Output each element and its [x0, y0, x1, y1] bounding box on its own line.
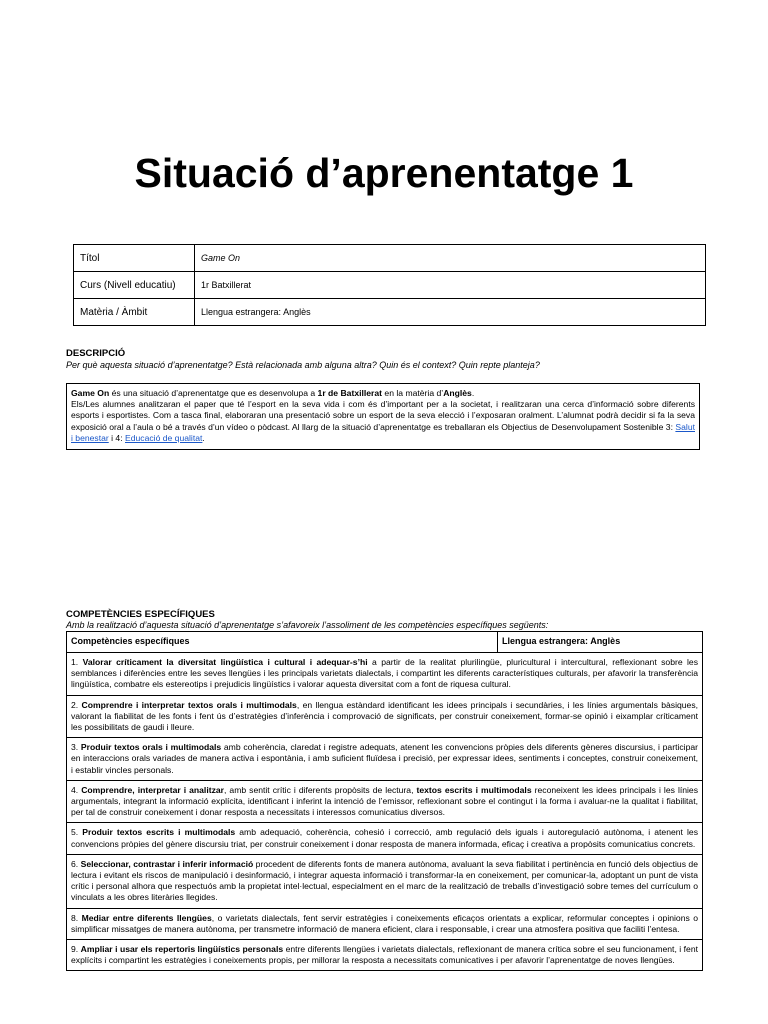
info-value: Game On	[195, 245, 706, 272]
competency-text: , en llengua estàndard identificant les idees principals i secundàries, i les línies argumentals bàsiques, valorant la fiabilitat de les fonts i fent ús d’estratègies d’inferència i comprovació de significats, per construir coneixement, formar-se opinió i eixamplar críticament les possibilitats de gaudi i lleure.	[71, 699, 699, 733]
competency-text: procedent de diferents fonts de manera autònoma, avaluant la seva fiabilitat i pertinència en funció dels objectius de lectura i evitant els riscos de manipulació i desinformació, i integrar aquesta informació i transformar-la en coneixement, per comunicar-la, adoptant un punt de vista crític i personal alhora que respectuós amb la propietat intel·lectual, especialment en el marc de la realització de treballs d’investigació sobre temes del currículum o vinculats a les obres literàries llegides.	[71, 858, 698, 903]
competency-row	[67, 653, 703, 696]
sa-name: Game On	[71, 388, 110, 398]
competency-cell	[67, 695, 703, 738]
competency-number: 2.	[71, 699, 82, 710]
competency-row	[67, 695, 703, 738]
competency-cell	[67, 908, 703, 939]
competency-row	[67, 823, 703, 854]
course-emphasis: 1r de Batxillerat	[317, 388, 383, 398]
text-run: Els/Les alumnes analitzaran el paper que té l’esport en la seva vida i com és d’important per a la societat, i realitzaran una cerca d’informació sobre diferents esports i esportistes. Com a tasca final, elaboraran una presentació sobre un esport de la seva elecció i l’exposaran oralment. L’alumnat podrà decidir si fa la seva exposició oral a l’aula o bé a través d’un vídeo o pòdcast. Al llarg de la situació d’aprenentatge es treballaran els Objectius de Desenvolupament Sostenible 3:	[71, 399, 695, 432]
info-value: 1r Batxillerat	[195, 272, 706, 299]
competency-title: Valorar críticament la diversitat lingüística i cultural i adequar-s’hi	[82, 657, 368, 667]
competency-cell	[67, 940, 703, 971]
description-intro	[71, 388, 695, 399]
competency-text: amb adequació, coherència, cohesió i correcció, amb regulació dels iguals i autoregulació autònoma, i atenent les convencions pròpies del gènere discursiu triat, per construir coneixement i donar resposta de manera informada, eficaç i creativa a propòsits comunicatius concrets.	[71, 827, 698, 849]
info-label: Títol	[74, 245, 195, 272]
text-run: és una situació d’aprenentatge que es desenvolupa a	[109, 388, 318, 398]
competency-row	[67, 738, 703, 781]
info-label: Matèria / Àmbit	[74, 299, 195, 326]
competency-row	[67, 854, 703, 908]
text-run: .	[471, 388, 475, 398]
info-row-title	[74, 245, 706, 272]
competency-cell	[67, 653, 703, 696]
ods-education-link[interactable]: Educació de qualitat	[125, 432, 203, 443]
competency-number: 5.	[71, 827, 83, 838]
description-body	[71, 399, 695, 444]
text-run: en la matèria d’	[382, 388, 444, 398]
competency-number: 8.	[71, 912, 82, 923]
info-row-course	[74, 272, 706, 299]
competency-number: 6.	[71, 858, 81, 869]
competency-title: Comprendre, interpretar i analitzar	[81, 784, 224, 795]
subject-emphasis: Anglès	[443, 388, 472, 398]
info-row-subject	[74, 299, 706, 326]
competency-number: 4.	[71, 784, 82, 795]
competency-title-2: textos escrits i multimodals	[416, 784, 532, 795]
description-box	[66, 383, 700, 450]
competencies-heading: COMPETÈNCIES ESPECÍFIQUES	[66, 609, 215, 620]
info-value: Llengua estrangera: Anglès	[195, 299, 706, 326]
text-run: i 4:	[108, 432, 125, 443]
competency-row	[67, 940, 703, 971]
page-title: Situació d’aprenentatge 1	[134, 150, 634, 196]
competencies-header-row	[67, 632, 703, 653]
competency-title: Mediar entre diferents llengües	[81, 912, 212, 923]
competency-title: Produir textos orals i multimodals	[80, 742, 222, 753]
subject-col-header: Llengua estrangera: Anglès	[498, 632, 703, 653]
description-subheading: Per què aquesta situació d’aprenentatge? Està relacionada amb alguna altra? Quin és el context? Quin repte planteja?	[66, 360, 540, 370]
competency-text: entre diferents llengües i varietats dialectals, reflexionant de manera crítica sobre el seu funcionament, i fent explícits i compartint les estratègies i coneixements propis, per millorar la resposta a necessitats comunicatives i per afavorir l’aprenentatge de noves llengües.	[71, 944, 698, 966]
competency-row	[67, 780, 703, 823]
competency-number: 3.	[71, 742, 81, 753]
info-table	[73, 244, 706, 326]
competencies-subheading: Amb la realització d’aquesta situació d’aprenentatge s’afavoreix l’assoliment de les competències específiques següents:	[66, 620, 549, 630]
competency-cell	[67, 823, 703, 854]
info-label: Curs (Nivell educatiu)	[74, 272, 195, 299]
competency-cell	[67, 854, 703, 908]
competencies-table	[66, 631, 703, 971]
competency-text: reconeixent les idees principals i les línies argumentals, integrant la informació explícita, identificant i inferint la intenció de l’emissor, reflexionant sobre el contingut i la forma i avaluar-ne la qualitat i fiabilitat, per tal de construir coneixement i donar resposta a necessitats i interessos comunicatius diversos.	[71, 784, 699, 818]
competency-cell	[67, 780, 703, 823]
competency-title: Seleccionar, contrastar i inferir informació	[80, 858, 254, 869]
competency-text: , amb sentit crític i diferents propòsits de lectura,	[224, 784, 417, 795]
ods-health-link[interactable]: Salut i benestar	[71, 421, 695, 443]
description-heading: DESCRIPCIÓ	[66, 348, 126, 359]
competency-title: Comprendre i interpretar textos orals i multimodals	[81, 699, 297, 710]
competency-text: a partir de la realitat plurilingüe, pluricultural i intercultural, reflexionant sobre les semblances i diferències entre les seves llengües i les principals varietats dialectals, i compartint les diferents característiques culturals, per afavorir la transferència lingüística, combatre els estereotips i prejudicis lingüístics i valorar aquesta diversitat com a font de riquesa cultural.	[71, 657, 699, 690]
competency-text: amb coherència, claredat i registre adequats, atenent les convencions pròpies dels diferents gèneres discursius, i participar en interaccions orals variades de manera activa i espontània, i amb suficient fluïdesa i precisió, per expressar idees, sentiments i conceptes, construir coneixement, i establir vincles personals.	[71, 742, 698, 775]
text-run: .	[202, 432, 205, 443]
competency-title: Produir textos escrits i multimodals	[82, 827, 236, 838]
competencies-col-header: Competències específiques	[67, 632, 498, 653]
competency-number: 9.	[71, 944, 81, 955]
competency-title: Ampliar i usar els repertoris lingüístics personals	[80, 944, 284, 955]
competency-cell	[67, 738, 703, 781]
competency-text: , o varietats dialectals, fent servir estratègies i coneixements eficaços orientats a explicar, reformular conceptes i opinions o simplificar missatges de manera autònoma, per transmetre informació de manera eficient, clara i responsable, i crear una atmosfera positiva que faciliti l’entesa.	[71, 912, 698, 934]
competency-row	[67, 908, 703, 939]
competency-number: 1.	[71, 657, 83, 667]
